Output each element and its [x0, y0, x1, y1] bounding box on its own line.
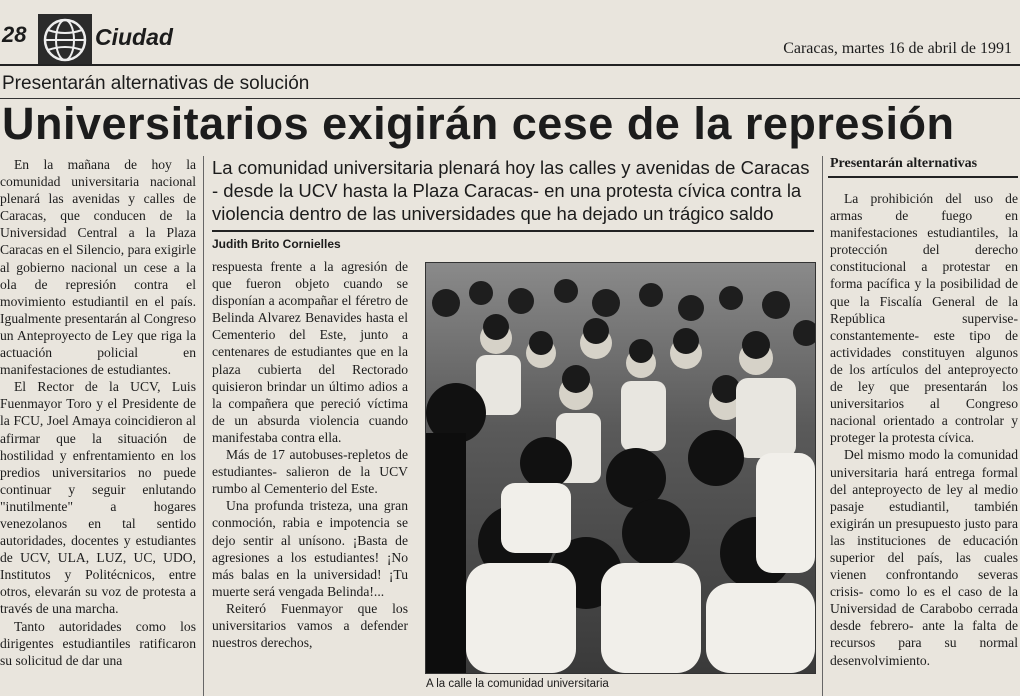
paragraph: Del mismo modo la comunidad universitaria hará entrega formal del anteproyecto de ley al medio pasaje estudiantil, también exigirán un presupuesto justo para las instituciones de educación superior del país, las cuales vienen confrontando severas crisis- como lo es el caso de la Universidad de Carabobo cerrada desde febrero- ante la falta de recursos para su normal desenvolvimiento.: [830, 447, 1018, 668]
paragraph: Una profunda tristeza, una gran conmoción, rabia e impotencia se dejo sentir al unísono. ¡Basta de agresiones a los estudiantes! ¡No más balas en la universidad! ¡Tu muerte será vengada Belinda!...: [212, 498, 408, 599]
photo-caption: A la calle la comunidad universitaria: [426, 678, 609, 690]
paragraph: Reiteró Fuenmayor que los universitarios vamos a defender nuestros derechos,: [212, 600, 408, 651]
sidebar-rule: [828, 176, 1018, 178]
paragraph: Tanto autoridades como los dirigentes estudiantiles ratificaron su solicitud de dar una: [0, 618, 196, 668]
byline: Judith Brito Cornielles: [212, 237, 341, 251]
article-column-3: [830, 190, 1018, 669]
paragraph: Más de 17 autobuses-repletos de estudiantes- salieron de la UCV rumbo al Cementerio del Este.: [212, 447, 408, 497]
sidebar-heading: Presentarán alternativas: [830, 156, 978, 171]
column-rule: [822, 156, 823, 696]
paragraph: La prohibición del uso de armas de fuego en manifestaciones estudiantiles, la protección del derecho constitucional a protestar en forma pacífica y la posibilidad de que la Fiscalía General de la República supervise-constantemente- este tipo de actividades constituyen algunos de los artículos del anteproyecto de ley que presentarán los universitarios al Congreso nacional orientado a controlar y proteger la protesta cívica.: [830, 191, 1018, 446]
article-column-1: [0, 156, 196, 669]
dateline: Caracas, martes 16 de abril de 1991: [783, 40, 1012, 57]
globe-icon: [38, 14, 92, 66]
article-column-2: [212, 258, 408, 651]
paragraph: El Rector de la UCV, Luis Fuenmayor Toro y el Presidente de la FCU, Joel Amaya coincidieron al afirmar que la situación de hostilidad y enfrentamiento en los predios universitarios no puede continuar y seguir enlutando "inutilmente" a hogares venezolanos en tal sentido autoridades, docentes y estudiantes de UCV, ULA, LUZ, UC, UDO, Institutos y Politécnicos, entre otros, elevarán su voz de protesta a través de una marcha.: [0, 379, 196, 617]
page-number: 28: [2, 22, 27, 47]
headline: Universitarios exigirán cese de la represión: [2, 98, 955, 149]
news-photo: [425, 262, 816, 674]
kicker: Presentarán alternativas de solución: [2, 73, 310, 94]
header-rule: [0, 64, 1020, 66]
deck-rule: [212, 230, 814, 232]
section-title: Ciudad: [95, 24, 173, 50]
deck: La comunidad universitaria plenará hoy las calles y avenidas de Caracas - desde la UCV hasta la Plaza Caracas- en una protesta cívica contra la violencia dentro de las universidades que ha dejado un trágico saldo: [212, 157, 810, 224]
paragraph: respuesta frente a la agresión de que fueron objeto cuando se disponían a acompañar el féretro de Belinda Alvarez Benavides hasta el Cementerio del Este, junto a centenares de estudiantes que en la plaza cubierta del Rectorado quisieron brindar un último adios a la compañera que pereció víctima de un absurda violencia cuando manifestaba contra ella.: [212, 259, 408, 445]
paragraph: En la mañana de hoy la comunidad universitaria nacional plenará las avenidas y calles de Caracas, que conducen de la Universidad Central a la Plaza Caracas en el Silencio, para exigirle al gobierno nacional un cese a la ola de represión contra el movimiento estudiantil en el país. Igualmente presentarán al Congreso un Anteproyecto de Ley que riga la actuación policial en manifestaciones de estudiantes.: [0, 157, 196, 378]
column-rule: [203, 156, 204, 696]
